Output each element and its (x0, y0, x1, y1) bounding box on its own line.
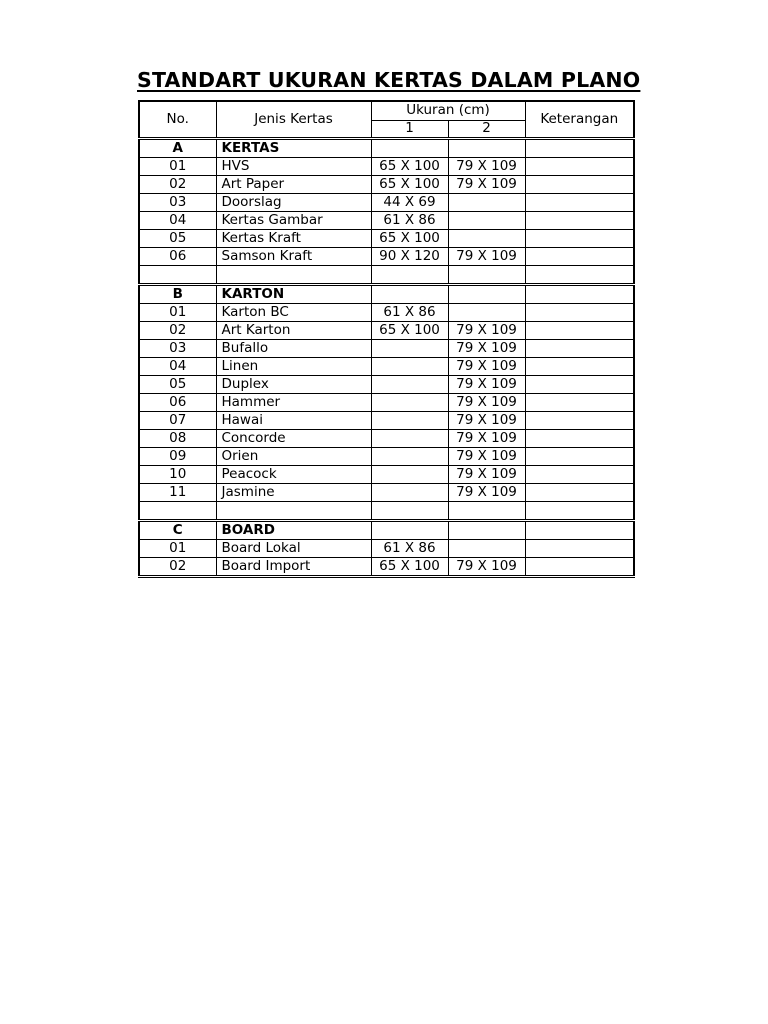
cell-size-2 (448, 139, 525, 158)
table-row (139, 394, 634, 412)
cell-jenis-kertas: Board Lokal (216, 540, 371, 558)
cell-size-1 (371, 376, 448, 394)
cell-size-1 (371, 394, 448, 412)
cell-size-1 (371, 448, 448, 466)
page-title: STANDART UKURAN KERTAS DALAM PLANO (137, 68, 641, 92)
cell-size-1 (371, 412, 448, 430)
header-keterangan: Keterangan (525, 101, 634, 139)
cell-jenis-kertas: Concorde (216, 430, 371, 448)
cell-no: 11 (139, 484, 216, 502)
cell-size-1: 65 X 100 (371, 176, 448, 194)
cell-no: A (139, 139, 216, 158)
cell-size-1 (371, 502, 448, 521)
cell-keterangan (525, 430, 634, 448)
cell-size-2 (448, 266, 525, 285)
table-row (139, 558, 634, 577)
cell-keterangan (525, 558, 634, 577)
cell-keterangan (525, 285, 634, 304)
table-row (139, 322, 634, 340)
cell-size-1: 61 X 86 (371, 540, 448, 558)
cell-size-1 (371, 466, 448, 484)
cell-no: 09 (139, 448, 216, 466)
cell-size-2: 79 X 109 (448, 412, 525, 430)
cell-jenis-kertas: Hawai (216, 412, 371, 430)
cell-size-1 (371, 139, 448, 158)
table-body (139, 139, 634, 577)
cell-jenis-kertas (216, 266, 371, 285)
cell-jenis-kertas: Art Karton (216, 322, 371, 340)
cell-keterangan (525, 502, 634, 521)
cell-size-2: 79 X 109 (448, 484, 525, 502)
table-row (139, 358, 634, 376)
cell-jenis-kertas: KERTAS (216, 139, 371, 158)
cell-no: 10 (139, 466, 216, 484)
cell-size-1 (371, 521, 448, 540)
cell-jenis-kertas: Linen (216, 358, 371, 376)
cell-jenis-kertas: Board Import (216, 558, 371, 577)
cell-size-2: 79 X 109 (448, 558, 525, 577)
cell-keterangan (525, 266, 634, 285)
cell-no (139, 266, 216, 285)
cell-no: 04 (139, 212, 216, 230)
table-row (139, 466, 634, 484)
section-row (139, 139, 634, 158)
header-ukuran: Ukuran (cm) (371, 101, 525, 121)
header-size-2: 2 (448, 121, 525, 139)
cell-keterangan (525, 158, 634, 176)
table-row (139, 158, 634, 176)
cell-size-1 (371, 358, 448, 376)
cell-size-1: 61 X 86 (371, 212, 448, 230)
cell-size-1: 90 X 120 (371, 248, 448, 266)
cell-no: 02 (139, 176, 216, 194)
cell-keterangan (525, 248, 634, 266)
cell-keterangan (525, 340, 634, 358)
cell-size-1: 44 X 69 (371, 194, 448, 212)
cell-size-2 (448, 521, 525, 540)
cell-no: 03 (139, 194, 216, 212)
cell-keterangan (525, 304, 634, 322)
cell-no: 07 (139, 412, 216, 430)
cell-no: 04 (139, 358, 216, 376)
section-row (139, 285, 634, 304)
table-row (139, 304, 634, 322)
cell-keterangan (525, 484, 634, 502)
cell-jenis-kertas (216, 502, 371, 521)
cell-size-2: 79 X 109 (448, 448, 525, 466)
cell-jenis-kertas: Orien (216, 448, 371, 466)
cell-no: 08 (139, 430, 216, 448)
cell-keterangan (525, 394, 634, 412)
cell-size-2 (448, 230, 525, 248)
cell-no (139, 502, 216, 521)
cell-no: B (139, 285, 216, 304)
table-row (139, 340, 634, 358)
cell-jenis-kertas: Karton BC (216, 304, 371, 322)
header-no: No. (139, 101, 216, 139)
blank-row (139, 502, 634, 521)
cell-size-1: 65 X 100 (371, 322, 448, 340)
cell-size-1: 65 X 100 (371, 230, 448, 248)
cell-size-2 (448, 540, 525, 558)
cell-jenis-kertas: BOARD (216, 521, 371, 540)
cell-no: 01 (139, 304, 216, 322)
cell-size-2 (448, 212, 525, 230)
cell-size-2 (448, 502, 525, 521)
cell-size-1 (371, 340, 448, 358)
cell-no: 02 (139, 558, 216, 577)
cell-jenis-kertas: Jasmine (216, 484, 371, 502)
cell-size-1: 65 X 100 (371, 558, 448, 577)
table-row (139, 194, 634, 212)
cell-size-2: 79 X 109 (448, 430, 525, 448)
header-jenis-kertas: Jenis Kertas (216, 101, 371, 139)
cell-no: 01 (139, 158, 216, 176)
cell-no: 01 (139, 540, 216, 558)
cell-keterangan (525, 194, 634, 212)
cell-keterangan (525, 376, 634, 394)
cell-no: 05 (139, 230, 216, 248)
cell-size-1 (371, 266, 448, 285)
cell-keterangan (525, 466, 634, 484)
cell-keterangan (525, 322, 634, 340)
table-row (139, 176, 634, 194)
table-row (139, 430, 634, 448)
cell-size-2: 79 X 109 (448, 248, 525, 266)
cell-no: 06 (139, 248, 216, 266)
cell-jenis-kertas: Samson Kraft (216, 248, 371, 266)
table-row (139, 484, 634, 502)
cell-keterangan (525, 521, 634, 540)
cell-jenis-kertas: Kertas Gambar (216, 212, 371, 230)
header-size-1: 1 (371, 121, 448, 139)
cell-keterangan (525, 212, 634, 230)
cell-keterangan (525, 412, 634, 430)
cell-size-2 (448, 304, 525, 322)
cell-no: 02 (139, 322, 216, 340)
cell-size-2: 79 X 109 (448, 394, 525, 412)
table-row (139, 412, 634, 430)
cell-keterangan (525, 139, 634, 158)
cell-size-1 (371, 430, 448, 448)
cell-jenis-kertas: Art Paper (216, 176, 371, 194)
cell-jenis-kertas: KARTON (216, 285, 371, 304)
cell-size-2 (448, 285, 525, 304)
table-row (139, 540, 634, 558)
cell-jenis-kertas: Kertas Kraft (216, 230, 371, 248)
cell-size-2: 79 X 109 (448, 466, 525, 484)
cell-no: 05 (139, 376, 216, 394)
cell-size-1 (371, 484, 448, 502)
cell-size-1: 65 X 100 (371, 158, 448, 176)
cell-jenis-kertas: Bufallo (216, 340, 371, 358)
table-row (139, 230, 634, 248)
table-row (139, 376, 634, 394)
cell-no: 03 (139, 340, 216, 358)
cell-keterangan (525, 176, 634, 194)
cell-size-2: 79 X 109 (448, 176, 525, 194)
cell-size-2: 79 X 109 (448, 358, 525, 376)
cell-size-1 (371, 285, 448, 304)
cell-keterangan (525, 540, 634, 558)
cell-jenis-kertas: Hammer (216, 394, 371, 412)
paper-size-table (138, 100, 635, 578)
table-row (139, 448, 634, 466)
cell-size-2: 79 X 109 (448, 340, 525, 358)
cell-jenis-kertas: Doorslag (216, 194, 371, 212)
cell-size-2 (448, 194, 525, 212)
table-row (139, 212, 634, 230)
cell-keterangan (525, 358, 634, 376)
cell-keterangan (525, 448, 634, 466)
blank-row (139, 266, 634, 285)
cell-no: 06 (139, 394, 216, 412)
cell-size-2: 79 X 109 (448, 322, 525, 340)
cell-size-2: 79 X 109 (448, 158, 525, 176)
cell-jenis-kertas: HVS (216, 158, 371, 176)
cell-size-1: 61 X 86 (371, 304, 448, 322)
cell-jenis-kertas: Duplex (216, 376, 371, 394)
cell-no: C (139, 521, 216, 540)
section-row (139, 521, 634, 540)
cell-jenis-kertas: Peacock (216, 466, 371, 484)
table-row (139, 248, 634, 266)
cell-keterangan (525, 230, 634, 248)
cell-size-2: 79 X 109 (448, 376, 525, 394)
